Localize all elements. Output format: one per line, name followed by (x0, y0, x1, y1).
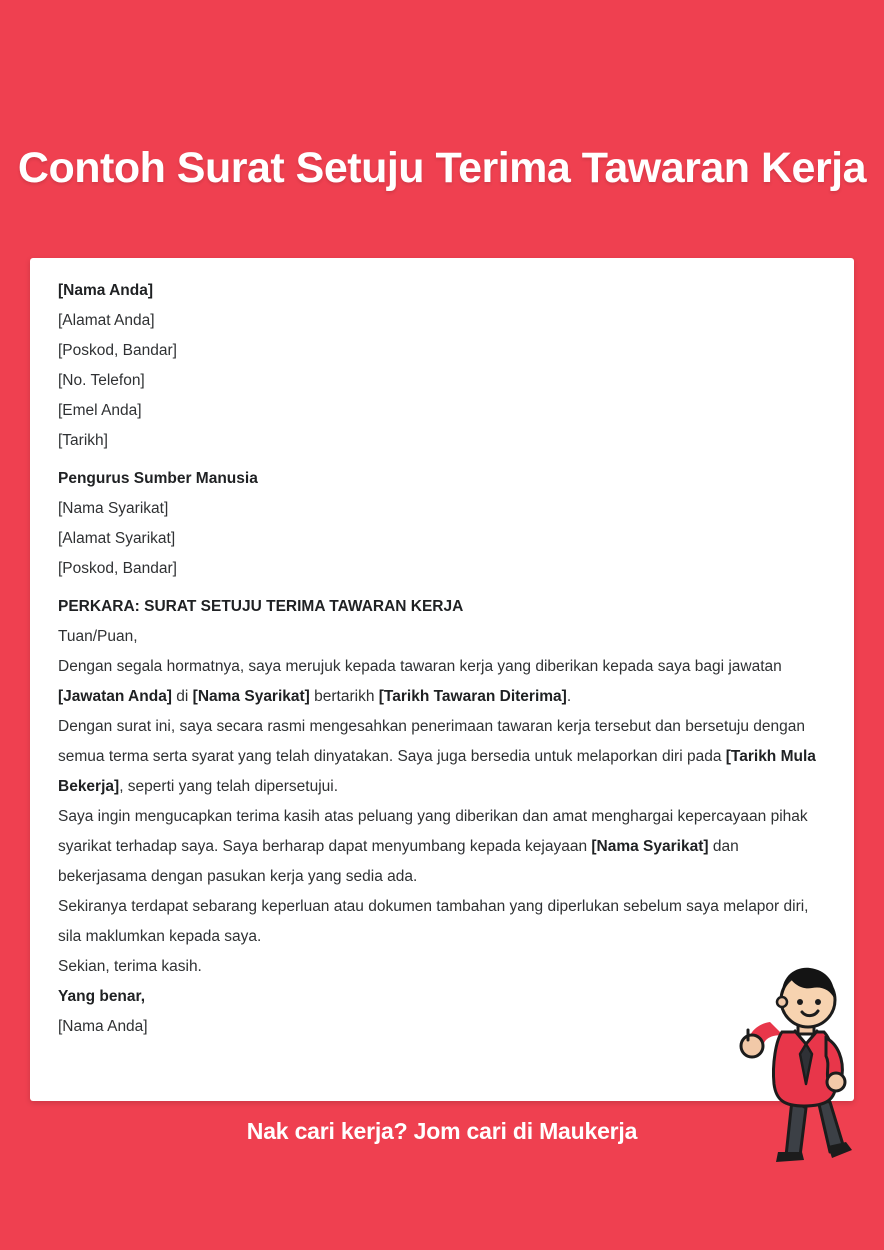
letter-subject: PERKARA: SURAT SETUJU TERIMA TAWARAN KERJA (58, 598, 464, 615)
sender-phone: [No. Telefon] (58, 372, 145, 389)
para3-text-1: Saya ingin mengucapkan terima kasih atas peluang yang diberikan dan amat menghargai kepercayaan pihak syarikat terhadap saya. Saya berharap dapat menyumbang kepada kejayaan (58, 808, 808, 855)
recipient-block (58, 464, 826, 584)
letter-paragraph-2 (58, 712, 826, 802)
para3-text-2: dan bekerjasama dengan pasukan kerja yang sedia ada. (58, 838, 739, 885)
sender-date: [Tarikh] (58, 432, 108, 449)
letter-paragraph-3 (58, 802, 826, 892)
para2-text-1: Dengan surat ini, saya secara rasmi mengesahkan penerimaan tawaran kerja tersebut dan bersetuju dengan semua terma serta syarat yang telah dinyatakan. Saya juga bersedia untuk melaporkan diri pada (58, 718, 806, 765)
placeholder-tarikh-tawaran: [Tarikh Tawaran Diterima] (378, 688, 567, 705)
footer-cta: Nak cari kerja? Jom cari di Maukerja (246, 1118, 638, 1144)
letter-paragraph-4: Sekiranya terdapat sebarang keperluan atau dokumen tambahan yang diperlukan sebelum saya melapor diri, sila maklumkan kepada saya. (58, 898, 809, 945)
letter-paragraph-5: Sekian, terima kasih. (58, 958, 202, 975)
sender-email: [Emel Anda] (58, 402, 142, 419)
para2-text-2: , seperti yang telah dipersetujui. (119, 778, 339, 795)
sender-address: [Alamat Anda] (58, 312, 155, 329)
para1-text-1: Dengan segala hormatnya, saya merujuk kepada tawaran kerja yang diberikan kepada saya bagi jawatan (58, 658, 782, 675)
para1-text-2: di (171, 688, 193, 705)
placeholder-syarikat-2: [Nama Syarikat] (591, 838, 709, 855)
sender-block (58, 276, 826, 456)
recipient-company: [Nama Syarikat] (58, 500, 169, 517)
letter-salutation: Tuan/Puan, (58, 628, 138, 645)
recipient-postcode-city: [Poskod, Bandar] (58, 560, 177, 577)
letter-signature: [Nama Anda] (58, 1018, 148, 1035)
letter-closing: Yang benar, (58, 988, 146, 1005)
placeholder-jawatan: [Jawatan Anda] (58, 688, 172, 705)
placeholder-tarikh-mula: [Tarikh Mula Bekerja] (58, 748, 816, 795)
para1-text-3: bertarikh (309, 688, 379, 705)
letter-body (58, 276, 826, 1042)
para1-text-4: . (566, 688, 572, 705)
page-title: Contoh Surat Setuju Terima Tawaran Kerja (17, 143, 867, 192)
placeholder-syarikat-1: [Nama Syarikat] (192, 688, 310, 705)
letter-paragraph-1 (58, 652, 826, 712)
recipient-title: Pengurus Sumber Manusia (58, 470, 258, 487)
sender-postcode-city: [Poskod, Bandar] (58, 342, 177, 359)
sender-name: [Nama Anda] (58, 282, 154, 299)
recipient-address: [Alamat Syarikat] (58, 530, 176, 547)
